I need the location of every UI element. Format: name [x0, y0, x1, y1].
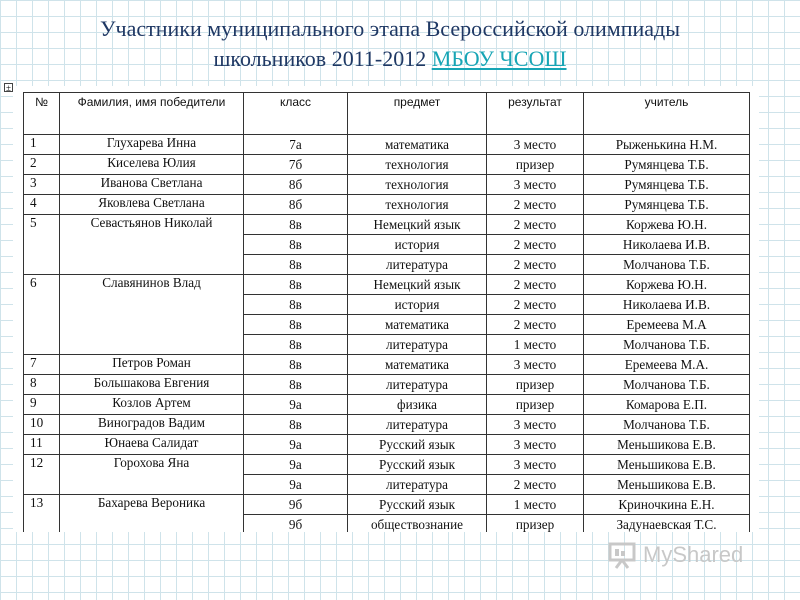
table-row	[24, 355, 750, 375]
cell-participant-name: Виноградов Вадим	[60, 415, 244, 435]
cell-participant-name: Севастьянов Николай	[60, 215, 244, 275]
cell-result: призер	[487, 515, 584, 533]
myshared-logo	[607, 538, 743, 572]
cell-class: 8в	[244, 275, 348, 295]
table-row	[24, 175, 750, 195]
cell-class: 8в	[244, 375, 348, 395]
cell-result: 2 место	[487, 315, 584, 335]
cell-subject: история	[348, 295, 487, 315]
presentation-icon	[607, 540, 637, 570]
cell-number: 7	[24, 355, 60, 375]
cell-teacher: Коржева Ю.Н.	[584, 215, 750, 235]
title-line-2-text: школьников 2011-2012	[213, 46, 427, 71]
cell-result: 3 место	[487, 355, 584, 375]
cell-class: 8в	[244, 315, 348, 335]
cell-result: 3 место	[487, 135, 584, 155]
slide-title	[0, 14, 780, 74]
cell-class: 8б	[244, 175, 348, 195]
cell-teacher: Молчанова Т.Б.	[584, 375, 750, 395]
cell-result: 2 место	[487, 235, 584, 255]
cell-subject: технология	[348, 195, 487, 215]
cell-teacher: Николаева И.В.	[584, 235, 750, 255]
cell-number: 9	[24, 395, 60, 415]
cell-class: 9а	[244, 455, 348, 475]
cell-number: 13	[24, 495, 60, 533]
col-header-number: №	[24, 93, 60, 135]
cell-result: 2 место	[487, 475, 584, 495]
table-row	[24, 195, 750, 215]
cell-teacher: Еремеева М.А.	[584, 355, 750, 375]
results-table	[23, 92, 750, 532]
cell-class: 9а	[244, 395, 348, 415]
cell-class: 8в	[244, 335, 348, 355]
table-row	[24, 415, 750, 435]
cell-subject: литература	[348, 335, 487, 355]
cell-participant-name: Петров Роман	[60, 355, 244, 375]
cell-subject: математика	[348, 135, 487, 155]
col-header-teacher: учитель	[584, 93, 750, 135]
cell-result: 3 место	[487, 435, 584, 455]
table-row	[24, 135, 750, 155]
cell-number: 2	[24, 155, 60, 175]
cell-number: 1	[24, 135, 60, 155]
cell-subject: технология	[348, 155, 487, 175]
cell-teacher: Молчанова Т.Б.	[584, 415, 750, 435]
cell-number: 12	[24, 455, 60, 495]
title-line-1: Участники муниципального этапа Всероссийской олимпиады	[99, 16, 680, 41]
watermark-text: MyShared	[643, 542, 744, 567]
cell-result: 1 место	[487, 335, 584, 355]
cell-class: 9б	[244, 495, 348, 515]
table-body	[24, 135, 750, 533]
cell-participant-name: Большакова Евгения	[60, 375, 244, 395]
col-header-result: результат	[487, 93, 584, 135]
cell-teacher: Еремеева М.А	[584, 315, 750, 335]
cell-teacher: Задунаевская Т.С.	[584, 515, 750, 533]
cell-class: 7а	[244, 135, 348, 155]
cell-participant-name: Юнаева Салидат	[60, 435, 244, 455]
cell-result: 2 место	[487, 295, 584, 315]
table-move-handle-icon[interactable]: ±	[4, 83, 13, 92]
cell-participant-name: Глухарева Инна	[60, 135, 244, 155]
table-header-row	[24, 93, 750, 135]
cell-subject: Русский язык	[348, 495, 487, 515]
col-header-subject: предмет	[348, 93, 487, 135]
cell-subject: математика	[348, 315, 487, 335]
cell-teacher: Румянцева Т.Б.	[584, 175, 750, 195]
cell-teacher: Комарова Е.П.	[584, 395, 750, 415]
cell-class: 7б	[244, 155, 348, 175]
table-row	[24, 215, 750, 235]
cell-subject: литература	[348, 375, 487, 395]
cell-result: 3 место	[487, 455, 584, 475]
cell-subject: математика	[348, 355, 487, 375]
cell-participant-name: Козлов Артем	[60, 395, 244, 415]
cell-class: 9а	[244, 475, 348, 495]
cell-subject: литература	[348, 415, 487, 435]
cell-participant-name: Горохова Яна	[60, 455, 244, 495]
cell-teacher: Меньшикова Е.В.	[584, 475, 750, 495]
cell-participant-name: Славянинов Влад	[60, 275, 244, 355]
cell-number: 10	[24, 415, 60, 435]
cell-subject: технология	[348, 175, 487, 195]
cell-class: 8в	[244, 355, 348, 375]
cell-class: 8в	[244, 415, 348, 435]
cell-number: 8	[24, 375, 60, 395]
cell-subject: Русский язык	[348, 435, 487, 455]
cell-result: 3 место	[487, 415, 584, 435]
cell-class: 8б	[244, 195, 348, 215]
cell-teacher: Коржева Ю.Н.	[584, 275, 750, 295]
table-row	[24, 275, 750, 295]
cell-participant-name: Киселева Юлия	[60, 155, 244, 175]
cell-result: 2 место	[487, 255, 584, 275]
school-link[interactable]: МБОУ ЧСОШ	[431, 46, 567, 71]
table-row	[24, 395, 750, 415]
cell-subject: литература	[348, 255, 487, 275]
cell-class: 9б	[244, 515, 348, 533]
cell-result: 3 место	[487, 175, 584, 195]
table-row	[24, 455, 750, 475]
cell-result: призер	[487, 155, 584, 175]
cell-teacher: Молчанова Т.Б.	[584, 255, 750, 275]
cell-number: 5	[24, 215, 60, 275]
cell-number: 4	[24, 195, 60, 215]
cell-number: 11	[24, 435, 60, 455]
table-row	[24, 155, 750, 175]
cell-result: призер	[487, 375, 584, 395]
cell-class: 9а	[244, 435, 348, 455]
col-header-name: Фамилия, имя победители	[60, 93, 244, 135]
table-row	[24, 495, 750, 515]
cell-participant-name: Иванова Светлана	[60, 175, 244, 195]
cell-class: 8в	[244, 295, 348, 315]
cell-result: 2 место	[487, 275, 584, 295]
cell-result: 1 место	[487, 495, 584, 515]
cell-result: призер	[487, 395, 584, 415]
cell-teacher: Румянцева Т.Б.	[584, 155, 750, 175]
cell-teacher: Меньшикова Е.В.	[584, 455, 750, 475]
cell-teacher: Меньшикова Е.В.	[584, 435, 750, 455]
table-row	[24, 435, 750, 455]
cell-subject: обществознание	[348, 515, 487, 533]
cell-subject: Немецкий язык	[348, 275, 487, 295]
cell-result: 2 место	[487, 195, 584, 215]
cell-class: 8в	[244, 215, 348, 235]
cell-result: 2 место	[487, 215, 584, 235]
cell-number: 3	[24, 175, 60, 195]
cell-subject: история	[348, 235, 487, 255]
cell-subject: Русский язык	[348, 455, 487, 475]
results-table-container	[13, 86, 759, 532]
cell-participant-name: Бахарева Вероника	[60, 495, 244, 533]
cell-subject: Немецкий язык	[348, 215, 487, 235]
cell-teacher: Криночкина Е.Н.	[584, 495, 750, 515]
cell-teacher: Румянцева Т.Б.	[584, 195, 750, 215]
col-header-class: класс	[244, 93, 348, 135]
cell-teacher: Николаева И.В.	[584, 295, 750, 315]
cell-teacher: Молчанова Т.Б.	[584, 335, 750, 355]
cell-class: 8в	[244, 235, 348, 255]
cell-participant-name: Яковлева Светлана	[60, 195, 244, 215]
cell-subject: литература	[348, 475, 487, 495]
title-line-2	[0, 44, 780, 74]
cell-number: 6	[24, 275, 60, 355]
cell-subject: физика	[348, 395, 487, 415]
cell-teacher: Рыженькина Н.М.	[584, 135, 750, 155]
table-row	[24, 375, 750, 395]
cell-class: 8в	[244, 255, 348, 275]
